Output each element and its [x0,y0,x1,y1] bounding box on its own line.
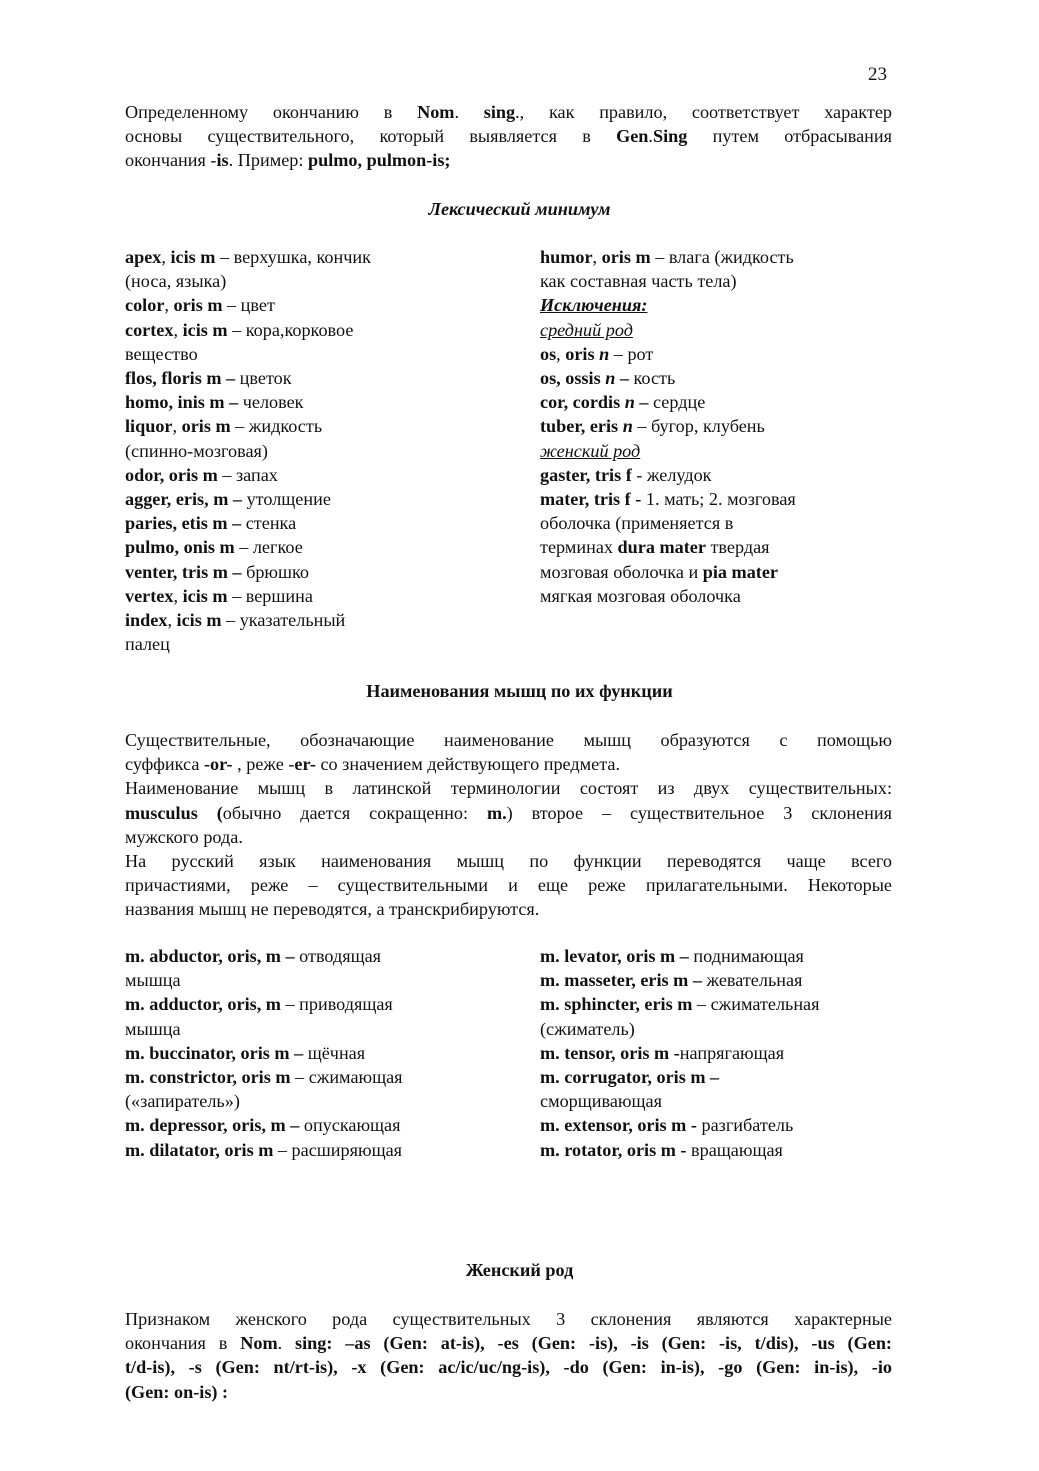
entry-line [125,608,455,632]
entry-line [540,968,892,992]
entry-line [125,1065,465,1089]
text-run: , [592,247,602,267]
text-run: , [172,416,182,437]
text-run: os, ossis [540,368,606,389]
text-run: os [540,343,557,364]
text-run: как составная часть тела) [540,271,737,292]
text-run: icis m [182,319,228,340]
paragraph-line [125,1331,892,1355]
text-run: ., как правило, соответствует характер [515,102,893,122]
text-run: m. levator, oris m – [540,946,689,966]
entry-line [125,439,455,463]
entry-line [540,1089,892,1113]
text-run: – легкое [234,537,303,558]
text-run: («запиратель») [125,1091,240,1112]
text-run: человек [238,392,304,413]
text-run: , [173,585,183,606]
lexical-minimum-heading: Лексический минимум [428,199,611,219]
text-run: icis m [176,610,222,631]
entry-line [540,1065,892,1089]
text-run: paries, etis m – [125,513,242,534]
text-run: n [599,343,610,364]
text-run: названия мышц не переводятся, а транскрибируются. [125,899,540,920]
text-run: m. abductor, oris, m – [125,946,295,966]
text-run: (носа, языка) [125,271,227,292]
text-run: щёчная [303,1042,366,1063]
text-run: окончания в [125,1333,241,1354]
text-run: суффикса [125,754,204,775]
entry-line [125,511,455,535]
text-run: m. [486,802,507,823]
entry-line [125,944,465,968]
entry-line [125,342,455,366]
text-run: vertex [125,585,174,606]
text-run: odor, oris m [125,464,218,485]
text-run: – запах [217,464,278,485]
text-run: путем отбрасывания [687,126,893,147]
text-run: – рот [609,343,654,364]
paragraph-line [125,1380,892,1404]
text-run: t/d-is), -s (Gen: nt/rt-is), -x (Gen: ac/ic/uc/ng-is), -do (Gen: in-is), -go (Gen: in-is), -io [125,1357,892,1378]
text-run: pulmo, pulmon-is; [307,150,451,171]
text-run: напрягающая [679,1042,785,1063]
text-run: sing: –as (Gen: at-is), -es (Gen: -is), -is (Gen: -is, t/dis), -us (Gen: [295,1333,892,1354]
text-run: (спинно-мозговая) [125,440,268,461]
entry-line [125,390,455,414]
paragraph-line [125,825,892,849]
text-run: m. rotator, oris m - [540,1139,687,1160]
text-run: tuber, eris [540,416,623,437]
text-run: стенка [241,513,297,534]
text-run: – [634,392,649,413]
text-run: gaster, tris f [540,464,632,485]
text-run: – жидкость [230,416,323,437]
text-run: палец [125,634,170,655]
intro-line-3 [125,148,892,172]
text-run: сердце [648,392,706,413]
entry-line [540,1138,892,1162]
entry-line [540,245,892,269]
text-run: жевательная [701,970,803,991]
text-run: is [216,150,229,171]
text-run: homo, inis m – [125,392,239,413]
text-run: , [161,247,171,267]
text-run: утолщение [242,489,331,510]
entry-line [540,269,892,293]
text-run: со значением действующего предмета. [315,754,620,775]
text-run: index [125,610,168,631]
text-run: . [648,126,653,147]
entry-line [540,439,892,463]
muscles-right-column [540,944,892,1162]
text-run: Nom [417,102,455,122]
text-run: oris [565,343,600,364]
text-run: oris m [601,247,651,267]
text-run: n [605,368,616,389]
text-run: cortex [125,319,174,340]
text-run: (сжиматель) [540,1018,635,1039]
text-run: -or- [203,754,233,775]
entry-line [540,1113,892,1137]
text-run: 1. мать; 2. мозговая [641,489,796,510]
text-run: Nom [240,1333,278,1354]
paragraph-line [125,776,892,800]
text-run: мозговая оболочка и [540,561,703,582]
text-run: средний род [540,319,633,340]
text-run: терминах [540,537,618,558]
text-run: Наименование мышц в латинской терминологии состоят из двух существительных: [125,778,892,799]
entry-line [125,1089,465,1113]
text-run: liquor [125,416,173,437]
entry-line [540,992,892,1016]
text-run: вращающая [686,1139,783,1160]
entry-line [125,632,455,656]
entry-line [540,342,892,366]
text-run: flos, floris m – [125,368,236,389]
entry-line [540,487,892,511]
text-run: – влага (жидкость [650,247,794,267]
text-run: – [615,368,629,389]
text-run: поднимающая [688,946,804,966]
text-run: mater, tris f - [540,489,642,510]
text-run: venter, tris m – [125,561,242,582]
text-run: – бугор, клубень [632,416,765,437]
text-run: кость [628,368,676,389]
text-run: m. corrugator, oris m – [540,1067,720,1088]
text-run: Признаком женского рода существительных 3 склонения являются характерные [125,1309,892,1329]
text-run: Определенному окончанию в [125,102,418,122]
entry-line [540,1041,892,1065]
intro-line-1 [125,100,892,124]
text-run: – цвет [222,295,275,316]
text-run: m. tensor, oris m - [540,1042,680,1063]
entry-line [125,1017,465,1041]
text-run: вещество [125,343,198,364]
entry-line [125,1138,465,1162]
text-run: - желудок [631,464,712,485]
entry-line [540,463,892,487]
paragraph-line [125,897,892,921]
text-run: m. masseter, eris m – [540,970,702,991]
text-run: . [277,1333,296,1354]
entry-line [540,414,892,438]
lexical-left-column [125,245,455,656]
text-run: Sing [652,126,688,147]
text-run: color [125,295,165,316]
text-run: musculus ( [125,802,223,823]
paragraph-line [125,849,892,873]
text-run: брюшко [241,561,310,582]
text-run: Gen [616,126,649,147]
entry-line [125,584,455,608]
entry-line [540,390,892,414]
text-run: n [622,416,633,437]
text-run: оболочка (применяется в [540,513,734,534]
text-run: oris m [173,295,223,316]
entry-line [540,366,892,390]
text-run: мужского рода. [125,826,243,847]
paragraph-line [125,801,892,825]
feminine-paragraph [125,1307,892,1404]
text-run: основы существительного, который выявляется в [125,126,617,147]
text-run: – вершина [227,585,313,606]
text-run: , [167,610,177,631]
text-run: , [556,343,566,364]
entry-line [540,944,892,968]
entry-line [540,293,892,317]
text-run: er- [294,754,316,775]
intro-line-2 [125,124,892,148]
entry-line [125,992,465,1016]
entry-line [125,1041,465,1065]
text-run: m. constrictor, oris m [125,1067,291,1088]
text-run: m. adductor, oris, m [125,994,281,1015]
text-run: (Gen: on-is) : [125,1381,229,1402]
paragraph-line [125,1307,892,1331]
text-run: . Пример: [228,150,308,171]
text-run: – кора,корковое [227,319,354,340]
text-run: , [173,319,183,340]
text-run: – расширяющая [273,1139,403,1160]
page-number: 23 [868,64,887,85]
text-run: . [454,102,484,122]
text-run: На русский язык наименования мышц по функции переводятся чаще всего [125,851,892,872]
text-run: Исключения: [540,295,648,316]
entry-line [540,511,892,535]
paragraph-line [125,752,892,776]
text-run: – верхушка, кончик [215,247,371,267]
text-run: мышца [125,1018,181,1039]
text-run: n [624,392,635,413]
entry-line [540,318,892,342]
text-run: m. depressor, oris, m – [125,1115,300,1136]
text-run: – указательный [221,610,346,631]
text-run: опускающая [299,1115,401,1136]
text-run: – приводящая [280,994,393,1015]
text-run: m. extensor, oris m - [540,1115,697,1136]
entry-line [540,560,892,584]
text-run: окончания - [125,150,217,171]
paragraph-line [125,728,892,752]
entry-line [125,560,455,584]
muscles-paragraph [125,728,892,922]
entry-line [540,1017,892,1041]
text-run: – сжимающая [290,1067,403,1088]
text-run: , [164,295,174,316]
entry-line [125,245,455,269]
text-run: причастиями, реже – существительными и еще реже прилагательными. Некоторые [125,875,892,896]
text-run: cor, cordis [540,392,625,413]
text-run: – сжимательная [692,994,820,1015]
entry-line [125,463,455,487]
text-run: мягкая мозговая оболочка [540,585,741,606]
feminine-heading: Женский род [465,1260,574,1280]
entry-line [125,269,455,293]
text-run: icis m [182,585,228,606]
entry-line [125,968,465,992]
entry-line [125,414,455,438]
text-run: m. dilatator, oris m [125,1139,274,1160]
text-run: твердая [705,537,770,558]
text-run: agger, eris, m – [125,489,243,510]
text-run: icis m [170,247,216,267]
text-run: humor [540,247,593,267]
paragraph-line [125,873,892,897]
text-run: женский род [540,440,641,461]
muscles-left-column [125,944,465,1162]
entry-line [125,1113,465,1137]
entry-line [125,293,455,317]
text-run: m. sphincter, eris m [540,994,693,1015]
entry-line [540,535,892,559]
muscles-heading: Наименования мышц по их функции [366,681,673,701]
entry-line [125,318,455,342]
text-run: обычно дается сокращенно: [222,802,487,823]
lexical-right-column [540,245,892,608]
text-run: цветок [235,368,292,389]
text-run: sing [483,102,516,122]
text-run: oris m [181,416,231,437]
entry-line [540,584,892,608]
text-run: , реже - [232,754,295,775]
text-run: m. buccinator, oris m – [125,1042,304,1063]
text-run: отводящая [294,946,382,966]
text-run: apex [125,247,162,267]
text-run: сморщивающая [540,1091,662,1112]
entry-line [125,535,455,559]
text-run: разгибатель [696,1115,794,1136]
text-run: dura mater [617,537,706,558]
text-run: pulmo, onis m [125,537,235,558]
text-run: мышца [125,970,181,991]
entry-line [125,366,455,390]
entry-line [125,487,455,511]
text-run: ) второе – существительное 3 склонения [506,802,892,823]
paragraph-line [125,1355,892,1379]
text-run: Существительные, обозначающие наименование мышц образуются с помощью [125,730,892,750]
text-run: pia mater [702,561,778,582]
intro-paragraph [125,100,892,173]
